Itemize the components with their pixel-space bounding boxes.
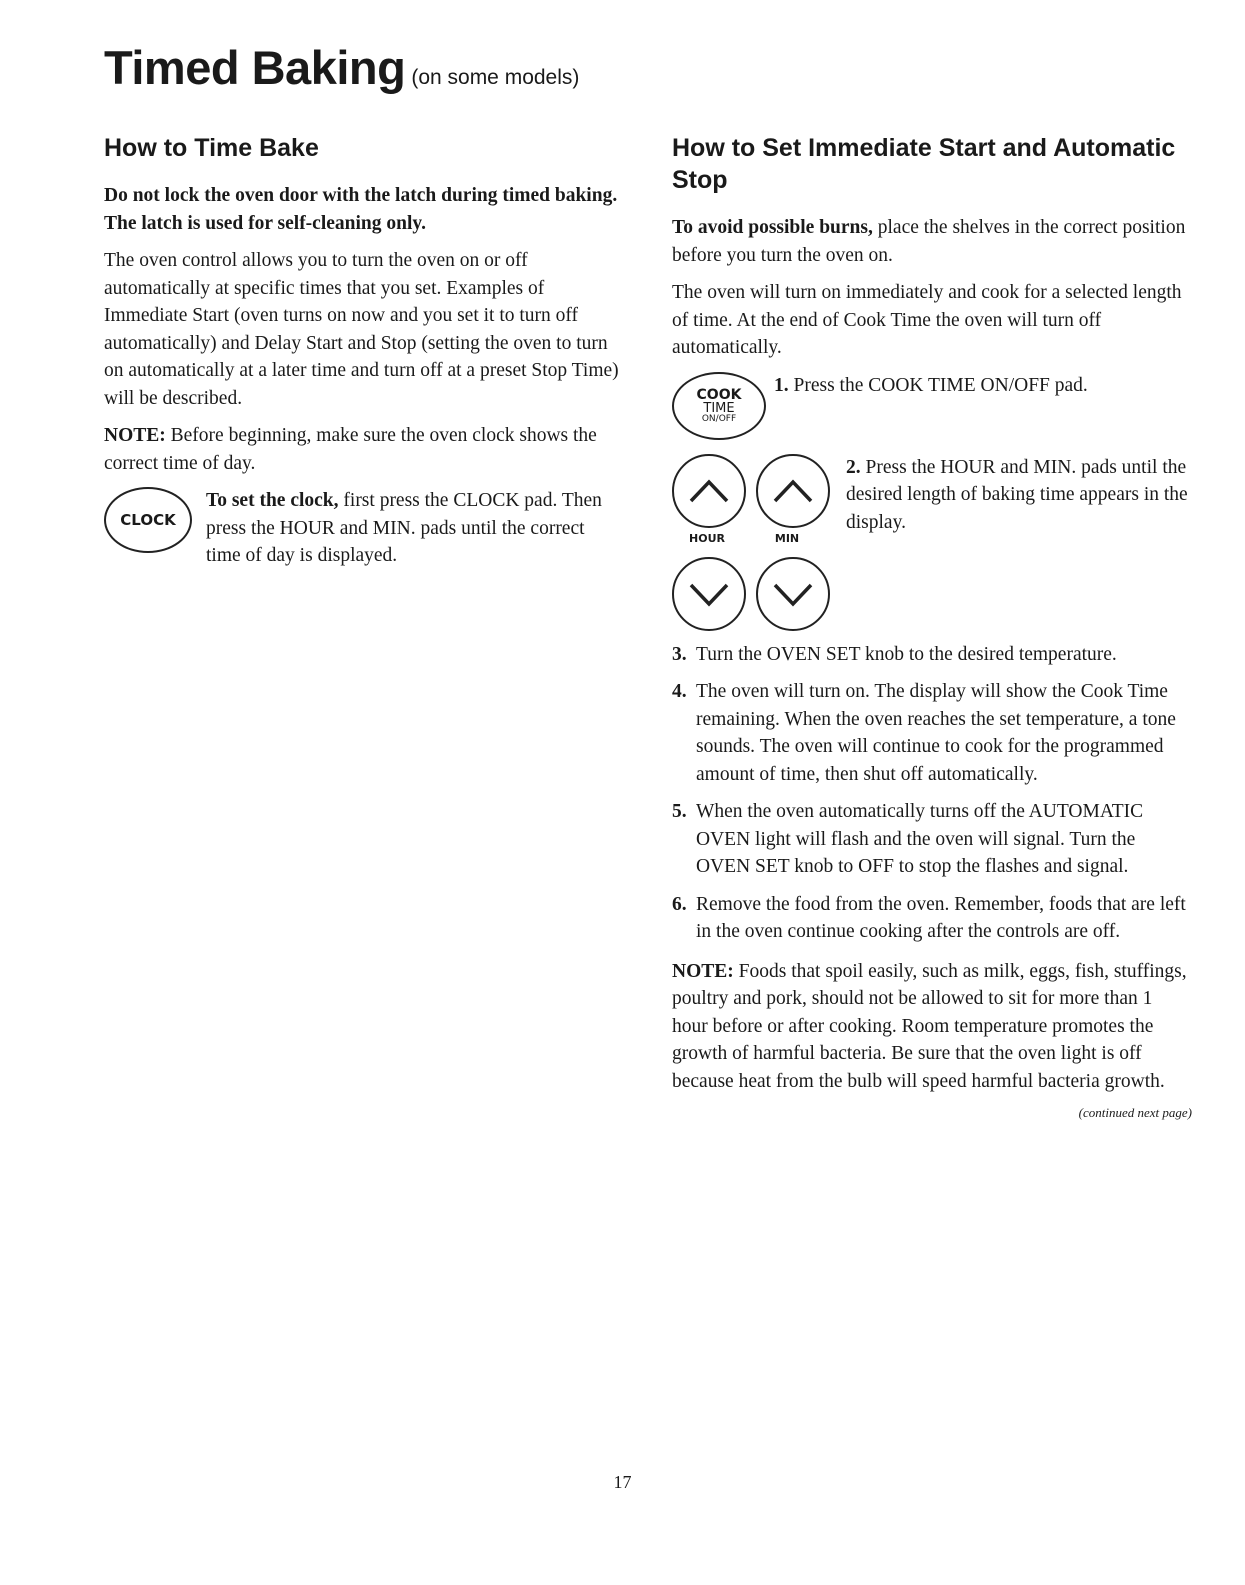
immediate-intro: The oven will turn on immediately and cook for a selected length of time. At the end of Cook Time the oven will turn off automatically. bbox=[672, 282, 1182, 358]
note-paragraph bbox=[104, 422, 620, 477]
steps-list bbox=[672, 641, 1192, 946]
cook-pad-line1: COOK bbox=[696, 386, 742, 403]
right-column bbox=[672, 132, 1192, 1121]
up-pad-row bbox=[672, 454, 830, 528]
intro-paragraph: The oven control allows you to turn the oven on or off automatically at specific times that you set. Examples of Immediate Start (oven turns on now and you set it to turn off automatically) and Delay Start and Stop (setting the oven to turn on automatically at a later time and turn off at a preset Stop Time) will be described. bbox=[104, 250, 619, 409]
step-1-num: 1. bbox=[774, 374, 789, 396]
latch-warning: Do not lock the oven door with the latch during timed baking. The latch is used for self-cleaning only. bbox=[104, 185, 618, 234]
hour-down-pad-icon bbox=[672, 557, 746, 631]
hour-label: HOUR bbox=[689, 531, 725, 545]
step-5-body: When the oven automatically turns off the AUTOMATIC OVEN light will flash and the oven will signal. Turn the OVEN SET knob to OFF to stop the flashes and signal. bbox=[696, 801, 1144, 877]
chevron-up-icon bbox=[771, 476, 815, 506]
note-text: Before beginning, make sure the oven clock shows the correct time of day. bbox=[104, 425, 597, 474]
cook-pad-line3: ON/OFF bbox=[701, 413, 737, 424]
clock-instruction-text bbox=[206, 487, 620, 570]
clock-pad-icon bbox=[104, 487, 192, 553]
burn-warning bbox=[672, 214, 1192, 269]
food-note-label: NOTE: bbox=[672, 960, 734, 982]
clock-pad-label: CLOCK bbox=[120, 511, 176, 529]
step-4 bbox=[672, 678, 1192, 788]
step-2 bbox=[672, 454, 1192, 631]
food-note-text: Foods that spoil easily, such as milk, eggs, fish, stuffings, poultry and pork, should not be allowed to sit for more than 1 hour before or after cooking. Room temperature promotes the growth of harmful bacteria. Be sure that the oven light is off because heat from the bulb will speed harmful bacteria growth. bbox=[672, 960, 1187, 1092]
chevron-up-icon bbox=[687, 476, 731, 506]
step-5 bbox=[672, 798, 1192, 881]
step-6-num: 6. bbox=[672, 893, 687, 915]
food-safety-note bbox=[672, 958, 1192, 1096]
page-subtitle: (on some models) bbox=[411, 66, 580, 89]
chevron-down-icon bbox=[771, 579, 815, 609]
clock-instruction bbox=[104, 487, 620, 570]
step-6-body: Remove the food from the oven. Remember, foods that are left in the oven continue cooking after the controls are off. bbox=[696, 893, 1186, 942]
step-6 bbox=[672, 891, 1192, 946]
pad-labels bbox=[672, 532, 830, 545]
cook-time-pad-icon bbox=[672, 372, 766, 440]
chevron-down-icon bbox=[687, 579, 731, 609]
step-2-text bbox=[846, 454, 1192, 537]
step-3-num: 3. bbox=[672, 643, 687, 665]
section-heading-time-bake: How to Time Bake bbox=[104, 134, 319, 162]
section-heading-immediate-start: How to Set Immediate Start and Automatic Stop bbox=[672, 134, 1176, 194]
burn-warning-bold: To avoid possible burns, bbox=[672, 217, 873, 238]
clock-instruction-body: first press the CLOCK pad. Then press the HOUR and MIN. pads until the correct time of day is displayed. bbox=[206, 490, 602, 566]
step-1 bbox=[672, 372, 1192, 440]
left-column bbox=[104, 132, 620, 584]
min-label: MIN bbox=[774, 531, 800, 545]
step-5-num: 5. bbox=[672, 801, 687, 822]
clock-instruction-bold: To set the clock, bbox=[206, 490, 339, 511]
hour-up-pad-icon bbox=[672, 454, 746, 528]
step-4-body: The oven will turn on. The display will show the Cook Time remaining. When the oven reaches the set temperature, a tone sounds. The oven will continue to cook for the programmed amount of time, then shut off automatically. bbox=[696, 681, 1176, 785]
min-up-pad-icon bbox=[756, 454, 830, 528]
step-3 bbox=[672, 641, 1192, 669]
step-1-text bbox=[774, 372, 1088, 400]
page-title bbox=[104, 41, 580, 94]
down-pad-row bbox=[672, 557, 830, 631]
step-2-body: Press the HOUR and MIN. pads until the desired length of baking time appears in the display. bbox=[846, 456, 1188, 533]
step-4-num: 4. bbox=[672, 681, 687, 702]
page-number: 17 bbox=[613, 1472, 632, 1492]
step-3-body: Turn the OVEN SET knob to the desired temperature. bbox=[696, 643, 1117, 665]
title-text: Timed Baking bbox=[104, 41, 406, 94]
step-1-body: Press the COOK TIME ON/OFF pad. bbox=[793, 374, 1088, 396]
step-2-num: 2. bbox=[846, 456, 861, 478]
burn-warning-text: place the shelves in the correct position before you turn the oven on. bbox=[672, 217, 1186, 266]
continued-note: (continued next page) bbox=[1078, 1105, 1192, 1120]
cook-pad-line2: TIME bbox=[703, 400, 735, 416]
hour-min-pads bbox=[672, 454, 830, 631]
note-label: NOTE: bbox=[104, 425, 166, 446]
min-down-pad-icon bbox=[756, 557, 830, 631]
